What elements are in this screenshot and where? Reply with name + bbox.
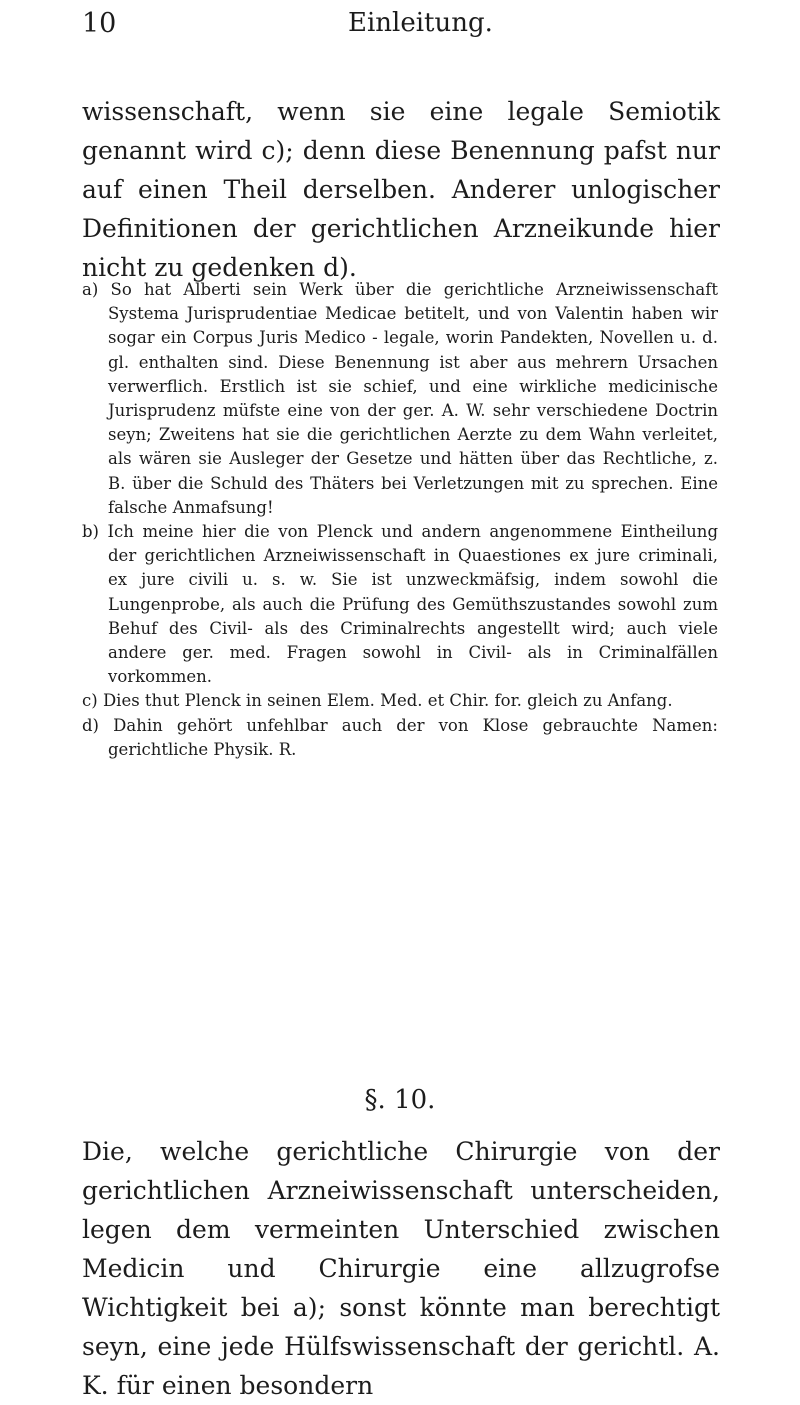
footnote-marker: b) — [82, 522, 99, 542]
main-paragraph-top: wissenschaft, wenn sie eine legale Semiotik genannt wird c); denn diese Benennung pafst nur auf einen Theil derselben. Anderer unlogischer Definitionen der gerichtlichen Arzneikunde hier nicht zu gedenken d). — [82, 97, 720, 282]
main-paragraph-bottom: Die, welche gerichtliche Chirurgie von der gerichtlichen Arzneiwissenschaft unterscheiden, legen dem vermeinten Unterschied zwischen Medicin und Chirurgie eine allzugrofse Wichtigkeit bei a); sonst könnte man berechtigt seyn, eine jede Hülfswissenschaft der gerichtl. A. K. für einen besondern — [82, 1137, 720, 1400]
running-head: Einleitung. — [348, 8, 493, 38]
footnote-d — [82, 714, 718, 762]
footnote-text: So hat Alberti sein Werk über die gerichtliche Arzneiwissenschaft Systema Jurisprudentiae Medicae betitelt, und von Valentin haben wir sogar ein Corpus Juris Medico - legale, worin Pandekten, Novellen u. d. gl. enthalten sind. Diese Benennung ist aber aus mehrern Ursachen verwerflich. Erstlich ist sie schief, und eine wirkliche medicinische Jurisprudenz müfste eine von der ger. A. W. sehr verschiedene Doctrin seyn; Zweitens hat sie die gerichtlichen Aerzte zu dem Wahn verleitet, als wären sie Ausleger der Gesetze und hätten über das Rechtliche, z. B. über die Schuld des Thäters bei Verletzungen mit zu sprechen. Eine falsche Anmafsung! — [108, 280, 718, 517]
footnote-marker: c) — [82, 691, 98, 711]
section-heading: §. 10. — [364, 1085, 436, 1115]
footnote-text: Ich meine hier die von Plenck und andern angenommene Eintheilung der gerichtlichen Arzneiwissenschaft in Quaestiones ex jure criminali, ex jure civili u. s. w. Sie ist unzweckmäfsig, indem sowohl die Lungenprobe, als auch die Prüfung des Gemüthszustandes sowohl zum Behuf des Civil- als des Criminalrechts angestellt wird; auch viele andere ger. med. Fragen sowohl in Civil- als in Criminalfällen vorkommen. — [107, 522, 719, 687]
main-text-bottom — [82, 1132, 720, 1405]
footnote-marker: d) — [82, 715, 99, 735]
footnote-marker: a) — [82, 280, 99, 299]
footnote-a — [82, 278, 718, 520]
footnote-c — [82, 689, 718, 713]
page-number: 10 — [82, 8, 117, 39]
footnote-text: Dahin gehört unfehlbar auch der von Klose gebrauchte Namen: gerichtliche Physik. R. — [108, 715, 718, 759]
footnote-text: Dies thut Plenck in seinen Elem. Med. et Chir. for. gleich zu Anfang. — [102, 691, 673, 711]
footnotes — [82, 278, 718, 762]
main-text-top — [82, 92, 720, 287]
footnote-b — [82, 520, 718, 689]
